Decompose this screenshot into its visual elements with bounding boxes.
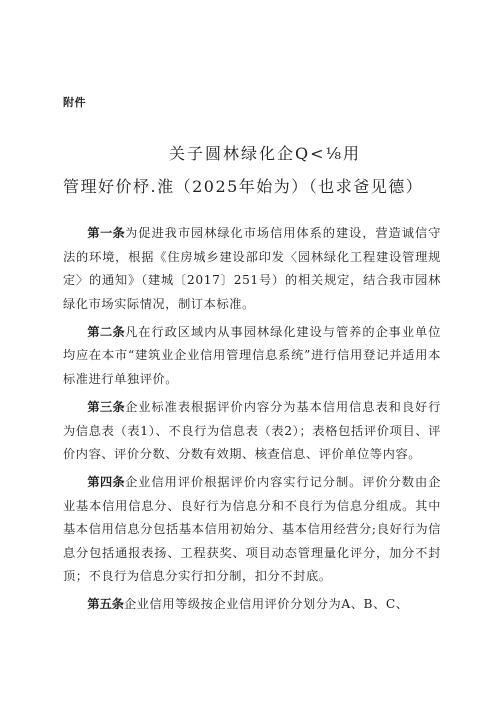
article-2 (63, 321, 441, 392)
article-3-label: 第三条 (87, 399, 126, 414)
article-5 (63, 593, 441, 617)
article-1-text: 为促进我市园林绿化市场信用体系的建设，营造诚信守法的环境，根据《住房城乡建设部印发〈园林绿化工程建设管理规定〉的通知》（建城〔2017〕251号）的相关规定，结合我市园林绿化市场实际情况，制订本标准。 (63, 226, 441, 311)
article-4-text: 企业信用评价根据评价内容实行记分制。评价分数由企业基本信用信息分、良好行为信息分和不良行为信息分组成。其中基本信用信息分包括基本信用初始分、基本信用经营分;良好行为信息分包括通报表扬、工程获奖、项目动态管理量化评分，加分不封顶；不良行为信息分实行扣分制，扣分不封底。 (63, 475, 441, 584)
article-3-text: 企业标准表根据评价内容分为基本信用信息表和良好行为信息表（表1）、不良行为信息表（表2）；表格包括评价项目、评价内容、评价分数、分数有效期、核查信息、评价单位等内容。 (63, 399, 441, 462)
attachment-label: 附件 (63, 96, 86, 109)
article-2-label: 第二条 (87, 324, 126, 339)
article-1-label: 第一条 (87, 226, 126, 240)
article-1 (63, 222, 441, 316)
article-3 (63, 396, 441, 467)
article-4 (63, 471, 441, 589)
document-title-line-2: 管理好价杼.淮（2025年始为）（也求爸见德） (63, 177, 424, 196)
article-5-text: 企业信用等级按企业信用评价分划分为A、B、C、 (123, 597, 409, 612)
document-title-line-1: 关子圆林绿化企Q<⅛用 (168, 144, 362, 163)
article-5-label: 第五条 (87, 597, 124, 612)
document-body (63, 222, 441, 621)
article-4-label: 第四条 (87, 475, 126, 490)
article-2-text: 凡在行政区域内从事园林绿化建设与管养的企事业单位均应在本市“建筑业企业信用管理信息系统”进行信用登记并适用本标准进行单独评价。 (63, 324, 441, 386)
